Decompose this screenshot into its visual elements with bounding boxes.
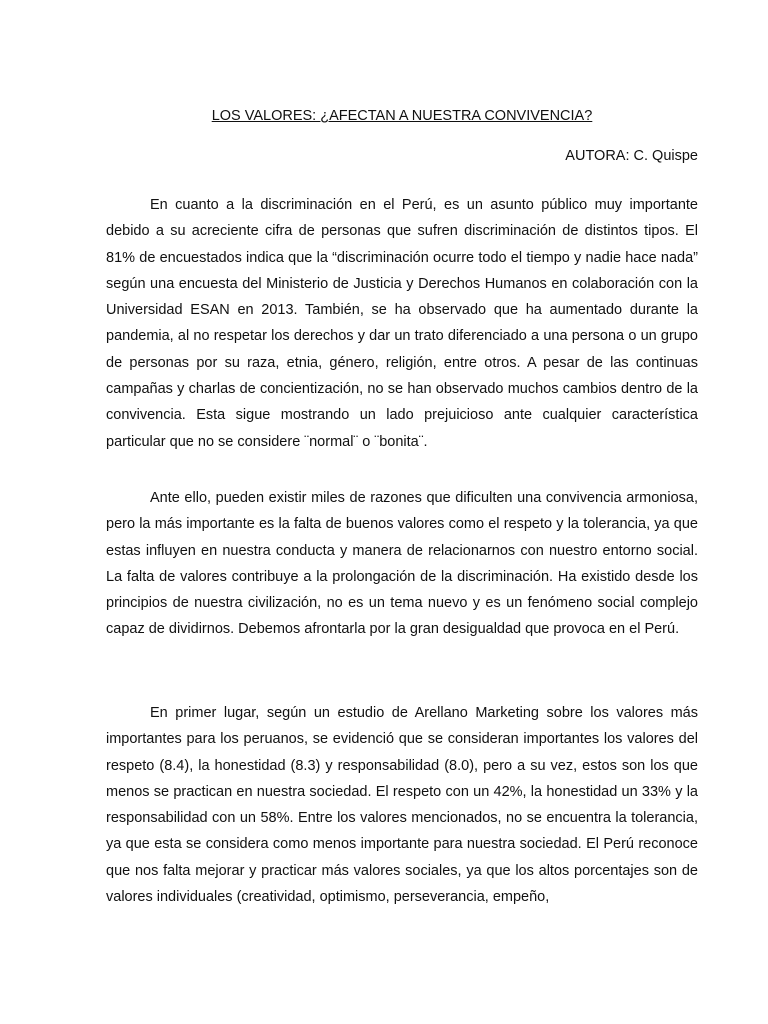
paragraph-2: Ante ello, pueden existir miles de razones que dificulten una convivencia armoniosa, pero la más importante es la falta de buenos valores como el respeto y la tolerancia, ya que estas influyen en nuestra conducta y manera de relacionarnos con nuestro entorno social. La falta de valores contribuye a la prolongación de la discriminación. Ha existido desde los principios de nuestra civilización, no es un tema nuevo y es un fenómeno social complejo capaz de dividirnos. Debemos afrontarla por la gran desigualdad que provoca en el Perú. bbox=[106, 490, 698, 638]
document-author: AUTORA: C. Quispe bbox=[565, 148, 698, 164]
paragraph-3: En primer lugar, según un estudio de Arellano Marketing sobre los valores más importantes para los peruanos, se evidenció que se consideran importantes los valores del respeto (8.4), la honestidad (8.3) y responsabilidad (8.0), pero a su vez, estos son los que menos se practican en nuestra sociedad. El respeto con un 42%, la honestidad un 33% y la responsabilidad con un 58%. Entre los valores mencionados, no se encuentra la tolerancia, ya que esta se considera como menos importante para nuestra sociedad. El Perú reconoce que nos falta mejorar y practicar más valores sociales, ya que los altos porcentajes son de valores individuales (creatividad, optimismo, perseverancia, empeño, bbox=[106, 705, 698, 906]
paragraph-1: En cuanto a la discriminación en el Perú, es un asunto público muy importante debido a su acreciente cifra de personas que sufren discriminación de distintos tipos. El 81% de encuestados indica que la “discriminación ocurre todo el tiempo y nadie hace nada” según una encuesta del Ministerio de Justicia y Derechos Humanos en colaboración con la Universidad ESAN en 2013. También, se ha observado que ha aumentado durante la pandemia, al no respetar los derechos y dar un trato diferenciado a una persona o un grupo de personas por su raza, etnia, género, religión, entre otros. A pesar de las continuas campañas y charlas de concientización, no se han observado muchos cambios dentro de la convivencia. Esta sigue mostrando un lado prejuicioso ante cualquier característica particular que no se considere ¨normal¨ o ¨bonita¨. bbox=[106, 197, 698, 450]
document-title: LOS VALORES: ¿AFECTAN A NUESTRA CONVIVENCIA? bbox=[211, 108, 593, 124]
